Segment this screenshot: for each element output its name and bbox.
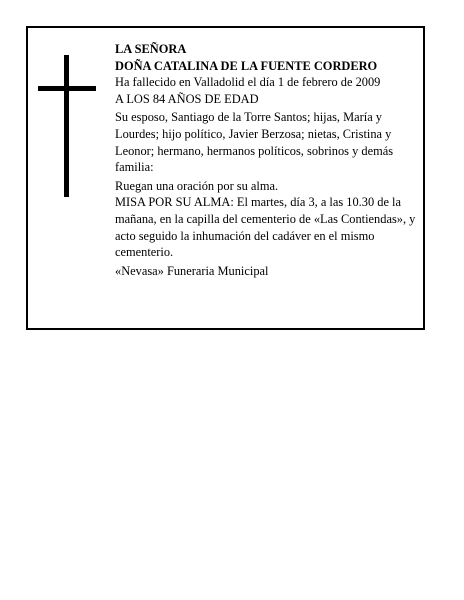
cross-horizontal-bar	[38, 86, 96, 91]
funeral-home-line: «Nevasa» Funeraria Municipal	[115, 263, 269, 278]
family-paragraph: Su esposo, Santiago de la Torre Santos; hijas, María y Lourdes; hijo político, Javier Berzosa; nietas, Cristina y Leonor; hermano, hermanos políticos, sobrinos y demás familia:	[115, 110, 394, 175]
death-info: Ha fallecido en Valladolid el día 1 de febrero de 2009	[115, 75, 381, 90]
prayer-line: Ruegan una oración por su alma.	[115, 178, 279, 193]
cross-vertical-bar	[64, 55, 69, 197]
deceased-name: DOÑA CATALINA DE LA FUENTE CORDERO	[115, 58, 378, 73]
cross-icon	[38, 55, 96, 197]
age-line: A LOS 84 AÑOS DE EDAD	[115, 91, 259, 106]
mass-paragraph: MISA POR SU ALMA: El martes, día 3, a las 10.30 de la mañana, en la capilla del cementerio de «Las Contiendas», y acto seguido la inhumación del cadáver en el mismo cementerio.	[115, 195, 416, 260]
obituary-notice	[26, 26, 425, 330]
title-line-1: LA SEÑORA	[115, 42, 187, 56]
notice-text	[115, 41, 420, 279]
